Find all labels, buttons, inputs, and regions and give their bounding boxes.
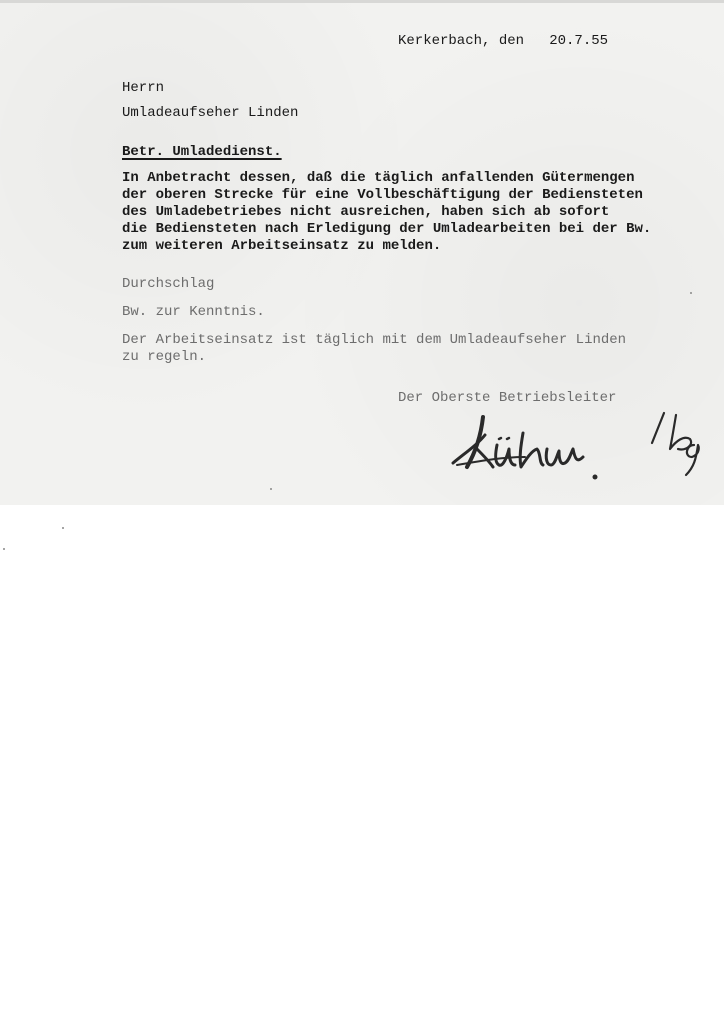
- handwritten-initials: [650, 405, 710, 480]
- body-line-3: des Umladebetriebes nicht ausreichen, haben sich ab sofort: [122, 204, 610, 220]
- body-line-4: die Bediensteten nach Erledigung der Umladearbeiten bei der Bw.: [122, 221, 652, 237]
- scan-speck: [3, 548, 5, 550]
- copy-note-line-2: zu regeln.: [122, 349, 207, 365]
- place-date-line: Kerkerbach, den 20.7.55: [398, 33, 609, 49]
- salutation: Herrn: [122, 80, 165, 96]
- scan-speck: [690, 292, 692, 294]
- body-line-5: zum weiteren Arbeitseinsatz zu melden.: [122, 238, 442, 254]
- subject-line: Betr. Umladedienst.: [122, 144, 282, 160]
- body-line-2: der oberen Strecke für eine Vollbeschäftigung der Bediensteten: [122, 187, 643, 203]
- body-line-1: In Anbetracht dessen, daß die täglich anfallenden Gütermengen: [122, 170, 635, 186]
- copy-note-line-1: Der Arbeitseinsatz ist täglich mit dem Umladeaufseher Linden: [122, 332, 627, 348]
- sender-title: Der Oberste Betriebsleiter: [398, 390, 617, 406]
- handwritten-signature: [445, 405, 605, 490]
- copy-heading: Durchschlag: [122, 276, 215, 292]
- scan-speck: [62, 527, 64, 529]
- copy-to-line: Bw. zur Kenntnis.: [122, 304, 265, 320]
- scan-speck: [270, 488, 272, 490]
- page-top-edge: [0, 0, 724, 3]
- recipient: Umladeaufseher Linden: [122, 105, 299, 121]
